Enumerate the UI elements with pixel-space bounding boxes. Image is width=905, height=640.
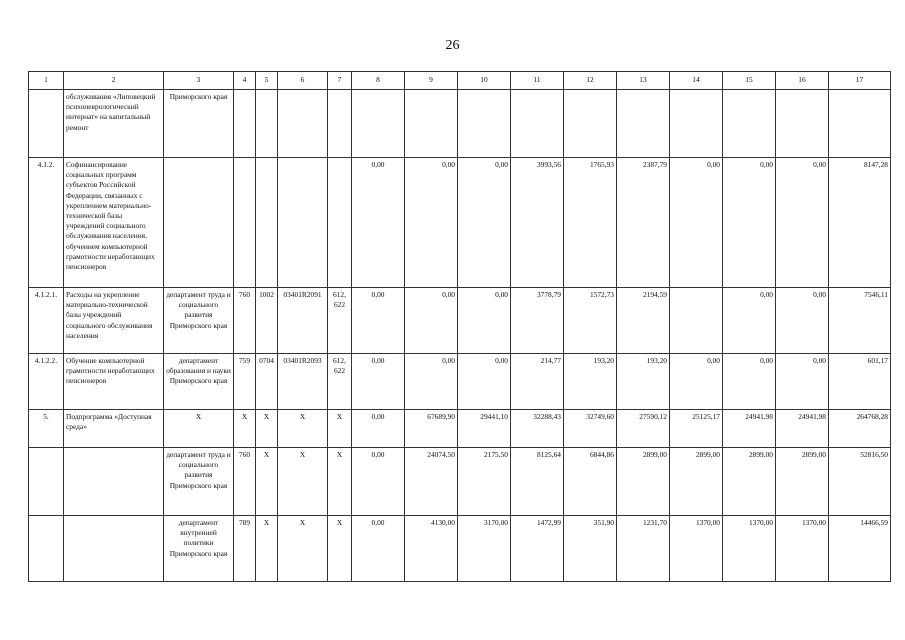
- budget-table: [28, 71, 891, 582]
- table-cell: Подпрограмма «Доступная среда»: [64, 410, 164, 448]
- table-cell: 3170,00: [458, 516, 511, 582]
- table-cell: 4130,00: [405, 516, 458, 582]
- table-cell: 193,20: [617, 354, 670, 410]
- table-cell: 214,77: [511, 354, 564, 410]
- table-cell: [511, 90, 564, 158]
- page-number: 26: [445, 38, 460, 53]
- table-cell: [64, 516, 164, 582]
- table-cell: 601,17: [829, 354, 891, 410]
- table-cell: X: [256, 410, 278, 448]
- table-cell: 264768,28: [829, 410, 891, 448]
- table-cell: 0,00: [723, 354, 776, 410]
- table-cell: Расходы на укрепление материально-технической базы учреждений социального обслуживания населения: [64, 288, 164, 354]
- table-cell: 5.: [29, 410, 64, 448]
- table-cell: [405, 90, 458, 158]
- table-cell: 52816,50: [829, 448, 891, 516]
- table-cell: 1370,00: [670, 516, 723, 582]
- table-cell: [328, 90, 352, 158]
- table-cell: [164, 158, 234, 288]
- table-cell: [328, 158, 352, 288]
- table-cell: X: [234, 410, 256, 448]
- table-cell: 0,00: [405, 158, 458, 288]
- table-cell: [564, 90, 617, 158]
- table-cell: [458, 90, 511, 158]
- table-row: [29, 354, 891, 410]
- table-cell: 4.1.2.: [29, 158, 64, 288]
- table-cell: 612, 622: [328, 288, 352, 354]
- table-cell: 3993,56: [511, 158, 564, 288]
- table-cell: 0,00: [405, 354, 458, 410]
- table-cell: [256, 90, 278, 158]
- table-cell: 7546,11: [829, 288, 891, 354]
- table-cell: 1002: [256, 288, 278, 354]
- table-cell: 0704: [256, 354, 278, 410]
- table-cell: [29, 90, 64, 158]
- table-row: [29, 410, 891, 448]
- table-cell: 3778,79: [511, 288, 564, 354]
- table-cell: 0,00: [458, 354, 511, 410]
- table-cell: 6844,86: [564, 448, 617, 516]
- header-cell: 7: [328, 72, 352, 90]
- header-cell: 6: [278, 72, 328, 90]
- table-cell: X: [278, 448, 328, 516]
- table-cell: X: [328, 516, 352, 582]
- table-cell: 1231,70: [617, 516, 670, 582]
- table-cell: 1370,00: [776, 516, 829, 582]
- header-cell: 17: [829, 72, 891, 90]
- header-cell: 12: [564, 72, 617, 90]
- table-cell: обслуживания «Липовецкий психоневрологический интернат» на капитальный ремонт: [64, 90, 164, 158]
- table-cell: 14466,59: [829, 516, 891, 582]
- table-cell: 67689,90: [405, 410, 458, 448]
- table-cell: [670, 288, 723, 354]
- table-cell: 0,00: [670, 158, 723, 288]
- header-cell: 8: [352, 72, 405, 90]
- table-cell: 4.1.2.1.: [29, 288, 64, 354]
- table-row: [29, 90, 891, 158]
- table-cell: 0,00: [723, 288, 776, 354]
- table-cell: [64, 448, 164, 516]
- table-cell: 612, 622: [328, 354, 352, 410]
- table-cell: [278, 90, 328, 158]
- table-cell: 32749,60: [564, 410, 617, 448]
- table-cell: [29, 448, 64, 516]
- table-cell: Обучение компьютерной грамотности неработающих пенсионеров: [64, 354, 164, 410]
- table-cell: 1572,73: [564, 288, 617, 354]
- table-cell: 2899,00: [723, 448, 776, 516]
- table-row: [29, 288, 891, 354]
- table-cell: X: [164, 410, 234, 448]
- table-cell: 25125,17: [670, 410, 723, 448]
- header-row: [29, 72, 891, 90]
- table-cell: 32288,43: [511, 410, 564, 448]
- table-cell: департамент труда и социального развития Приморского края: [164, 288, 234, 354]
- table-cell: 2899,00: [776, 448, 829, 516]
- table-cell: 2175,50: [458, 448, 511, 516]
- header-cell: 1: [29, 72, 64, 90]
- table-row: [29, 516, 891, 582]
- table-cell: 0,00: [352, 410, 405, 448]
- table-cell: 27590,12: [617, 410, 670, 448]
- table-cell: 0,00: [352, 354, 405, 410]
- table-cell: 0,00: [352, 516, 405, 582]
- table-cell: 24941,98: [776, 410, 829, 448]
- table-cell: [278, 158, 328, 288]
- table-cell: X: [328, 448, 352, 516]
- table-cell: 0,00: [458, 158, 511, 288]
- table-cell: 0,00: [723, 158, 776, 288]
- table-cell: 2194,59: [617, 288, 670, 354]
- table-cell: 0,00: [776, 288, 829, 354]
- table-cell: 789: [234, 516, 256, 582]
- table-cell: 0,00: [352, 448, 405, 516]
- table-cell: [670, 90, 723, 158]
- header-cell: 9: [405, 72, 458, 90]
- header-cell: 13: [617, 72, 670, 90]
- table-cell: 03401R2093: [278, 354, 328, 410]
- header-cell: 5: [256, 72, 278, 90]
- header-cell: 14: [670, 72, 723, 90]
- table-cell: 03401R2091: [278, 288, 328, 354]
- header-cell: 16: [776, 72, 829, 90]
- table-cell: Приморского края: [164, 90, 234, 158]
- table-cell: [256, 158, 278, 288]
- table-cell: 1370,00: [723, 516, 776, 582]
- table-cell: 2387,79: [617, 158, 670, 288]
- header-cell: 11: [511, 72, 564, 90]
- header-cell: 10: [458, 72, 511, 90]
- table-cell: 760: [234, 448, 256, 516]
- table-cell: X: [256, 516, 278, 582]
- table-cell: 0,00: [458, 288, 511, 354]
- table-cell: X: [328, 410, 352, 448]
- table-cell: 0,00: [670, 354, 723, 410]
- table-row: [29, 158, 891, 288]
- table-cell: [617, 90, 670, 158]
- table-cell: 759: [234, 354, 256, 410]
- table-cell: X: [278, 410, 328, 448]
- table-cell: [29, 516, 64, 582]
- header-cell: 2: [64, 72, 164, 90]
- table-cell: X: [256, 448, 278, 516]
- table-cell: 760: [234, 288, 256, 354]
- table-cell: [723, 90, 776, 158]
- table-cell: 2899,00: [617, 448, 670, 516]
- table-cell: [829, 90, 891, 158]
- table-cell: [234, 158, 256, 288]
- table-cell: 4.1.2.2.: [29, 354, 64, 410]
- header-cell: 15: [723, 72, 776, 90]
- table-cell: 24941,98: [723, 410, 776, 448]
- table-cell: 2899,00: [670, 448, 723, 516]
- table-cell: 24074,50: [405, 448, 458, 516]
- table-cell: 0,00: [405, 288, 458, 354]
- table-cell: 0,00: [776, 354, 829, 410]
- table-cell: 0,00: [352, 158, 405, 288]
- table-cell: 1472,99: [511, 516, 564, 582]
- table-cell: 0,00: [776, 158, 829, 288]
- table-cell: 0,00: [352, 288, 405, 354]
- table-cell: департамент внутренней политики Приморского края: [164, 516, 234, 582]
- table-cell: 29441,10: [458, 410, 511, 448]
- table-cell: 193,20: [564, 354, 617, 410]
- table-row: [29, 448, 891, 516]
- table-cell: 1765,93: [564, 158, 617, 288]
- header-cell: 3: [164, 72, 234, 90]
- table-cell: Софинансирование социальных программ субъектов Российской Федерации, связанных с укреплением материально-технической базы учреждений социального обслуживания населения, обучением компьютерной грамотности неработающих пенсионеров: [64, 158, 164, 288]
- table-cell: 351,90: [564, 516, 617, 582]
- table-cell: [776, 90, 829, 158]
- table-cell: X: [278, 516, 328, 582]
- table-cell: 8147,28: [829, 158, 891, 288]
- table-cell: [234, 90, 256, 158]
- header-cell: 4: [234, 72, 256, 90]
- table-cell: департамент образования и науки Приморского края: [164, 354, 234, 410]
- table-cell: [352, 90, 405, 158]
- table-cell: 8125,64: [511, 448, 564, 516]
- table-cell: департамент труда и социального развития Приморского края: [164, 448, 234, 516]
